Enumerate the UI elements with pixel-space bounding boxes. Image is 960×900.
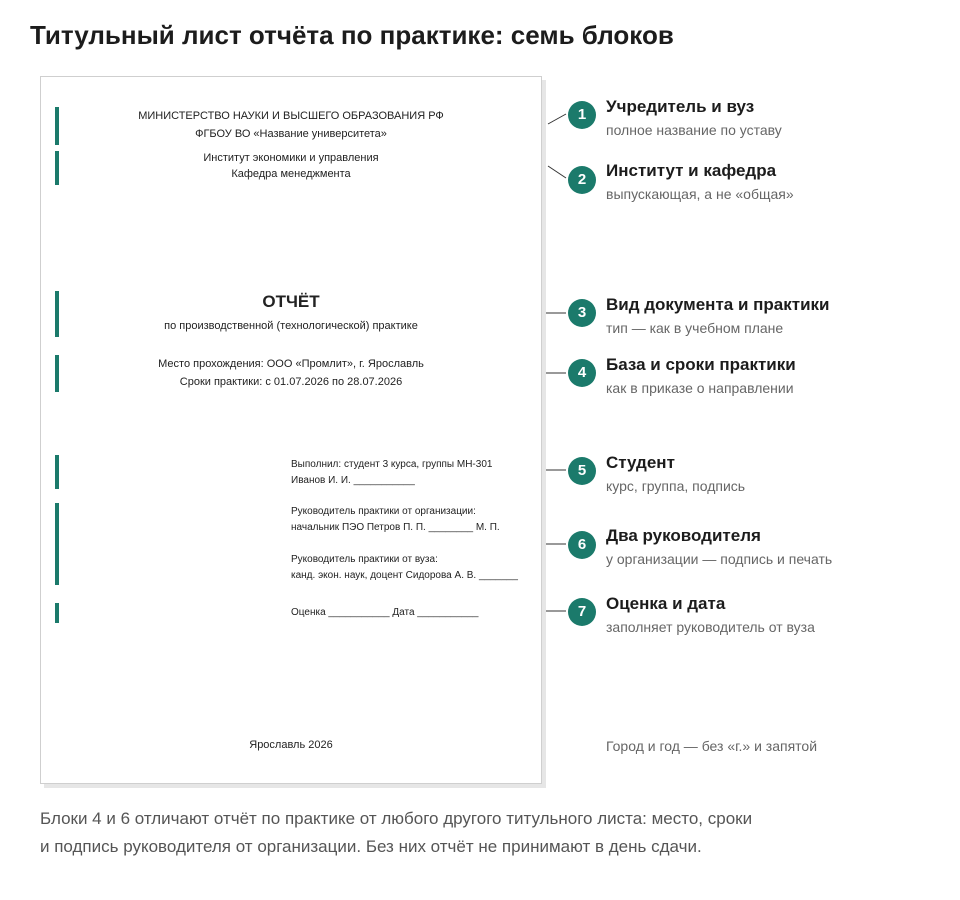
callout-title-1: Учредитель и вуз [606, 97, 755, 116]
org-head-line-1: Руководитель практики от организации: [291, 506, 476, 517]
department-line: Кафедра менеджмента [231, 168, 351, 180]
callout-subtitle-6: у организации — подпись и печать [606, 551, 833, 567]
callout-subtitle-3: тип — как в учебном плане [606, 320, 784, 336]
connector-2 [548, 166, 566, 178]
callout-subtitle-7: заполняет руководитель от вуза [606, 619, 815, 635]
bottom-text-line-2: и подпись руководителя от организации. Без них отчёт не принимают в день сдачи. [40, 837, 702, 856]
callout-title-7: Оценка и дата [606, 594, 726, 613]
org-head-line-2: начальник ПЭО Петров П. П. ________ М. П. [291, 522, 500, 533]
callout-subtitle-1: полное название по уставу [606, 122, 782, 138]
badge-2: 2 [568, 166, 596, 194]
practice-dates: Сроки практики: с 01.07.2026 по 28.07.2026 [179, 376, 403, 388]
ministry-line: МИНИСТЕРСТВО НАУКИ И ВЫСШЕГО ОБРАЗОВАНИЯ РФ [138, 110, 444, 122]
student-line-2: Иванов И. И. ___________ [291, 475, 415, 486]
connector-1 [548, 114, 566, 124]
practice-place: Место прохождения: ООО «Промлит», г. Ярославль [158, 358, 424, 370]
callout-subtitle-4: как в приказе о направлении [606, 380, 794, 396]
student-line-1: Выполнил: студент 3 курса, группы МН-301 [291, 459, 493, 470]
uni-head-line-2: канд. экон. наук, доцент Сидорова А. В. _______ [291, 570, 518, 581]
callout-title-3: Вид документа и практики [606, 295, 830, 314]
badge-4: 4 [568, 359, 596, 387]
callout-title-4: База и сроки практики [606, 355, 796, 374]
practice-type: по производственной (технологической) практике [164, 320, 418, 332]
callout-title-2: Институт и кафедра [606, 161, 777, 180]
callout-subtitle-5: курс, группа, подпись [606, 478, 746, 494]
institute-line: Институт экономики и управления [203, 152, 379, 164]
callout-title-5: Студент [606, 453, 675, 472]
grade-date-line: Оценка ___________ Дата ___________ [291, 607, 479, 618]
uni-head-line-1: Руководитель практики от вуза: [291, 554, 438, 565]
university-line: ФГБОУ ВО «Название университета» [195, 128, 387, 140]
bottom-text-line-1: Блоки 4 и 6 отличают отчёт по практике от любого другого титульного листа: место, сроки [40, 809, 753, 828]
city-year: Ярославль 2026 [249, 739, 333, 751]
badge-5: 5 [568, 457, 596, 485]
page-title: Титульный лист отчёта по практике: семь блоков [30, 20, 674, 50]
badge-3: 3 [568, 299, 596, 327]
callout-subtitle-2: выпускающая, а не «общая» [606, 186, 794, 202]
city-year-note: Город и год — без «г.» и запятой [606, 738, 818, 754]
callout-title-6: Два руководителя [606, 526, 761, 545]
badge-1: 1 [568, 101, 596, 129]
badge-7: 7 [568, 598, 596, 626]
badge-6: 6 [568, 531, 596, 559]
document-type: ОТЧЁТ [262, 292, 320, 311]
